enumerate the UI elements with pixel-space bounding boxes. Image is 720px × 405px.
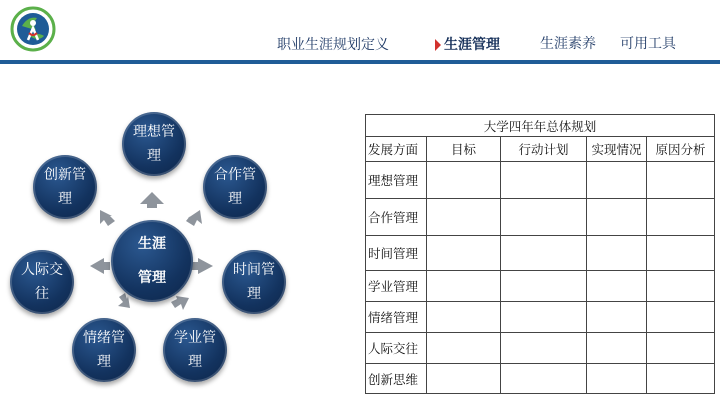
table-row — [366, 333, 715, 364]
table-cell[interactable] — [501, 162, 587, 199]
header-cell: 行动计划 — [501, 137, 587, 162]
table-title: 大学四年年总体规划 — [366, 115, 715, 137]
table-cell[interactable] — [647, 162, 715, 199]
nav-item-career-management-label: 生涯管理 — [444, 37, 500, 53]
table-cell[interactable] — [587, 236, 647, 271]
table-cell[interactable] — [501, 236, 587, 271]
table-row — [366, 364, 715, 394]
header-cell: 发展方面 — [366, 137, 427, 162]
node-cooperation-management[interactable] — [203, 155, 267, 219]
nav-item-career-management[interactable] — [444, 36, 500, 54]
table-cell[interactable] — [501, 199, 587, 236]
nav-item-tools[interactable]: 可用工具 — [620, 36, 676, 52]
top-nav — [0, 36, 720, 58]
table-cell[interactable] — [501, 302, 587, 333]
row-label: 时间管理 — [366, 236, 427, 271]
table-row — [366, 271, 715, 302]
table-cell[interactable] — [587, 199, 647, 236]
row-label: 情绪管理 — [366, 302, 427, 333]
arrow-to-time-icon — [192, 258, 213, 274]
node-label: 合作管理 — [214, 167, 256, 207]
table-cell[interactable] — [647, 236, 715, 271]
header-cell: 实现情况 — [587, 137, 647, 162]
table-cell[interactable] — [647, 199, 715, 236]
table-cell[interactable] — [427, 271, 501, 302]
node-label: 创新管理 — [44, 167, 86, 207]
table-row — [366, 302, 715, 333]
center-label-line2: 管理 — [138, 270, 166, 286]
table-cell[interactable] — [647, 333, 715, 364]
table-cell[interactable] — [501, 333, 587, 364]
career-management-diagram — [0, 100, 320, 400]
table-row — [366, 162, 715, 199]
row-label: 理想管理 — [366, 162, 427, 199]
table-cell[interactable] — [587, 302, 647, 333]
node-label: 情绪管理 — [83, 330, 125, 370]
active-marker-icon — [435, 39, 441, 51]
table-cell[interactable] — [427, 364, 501, 394]
node-label: 人际交往 — [21, 262, 63, 302]
row-label: 人际交往 — [366, 333, 427, 364]
table-cell[interactable] — [427, 162, 501, 199]
header-divider — [0, 60, 720, 64]
node-study-management[interactable] — [163, 318, 227, 382]
table-cell[interactable] — [587, 271, 647, 302]
table-row — [366, 236, 715, 271]
table-cell[interactable] — [501, 271, 587, 302]
node-time-management[interactable] — [222, 250, 286, 314]
arrow-to-innovation-icon — [100, 210, 115, 226]
row-label: 创新思维 — [366, 364, 427, 394]
table-cell[interactable] — [587, 333, 647, 364]
arrow-to-cooperation-icon — [186, 210, 202, 226]
node-label: 理想管理 — [133, 124, 175, 164]
node-label: 时间管理 — [233, 262, 275, 302]
arrow-to-emotion-icon — [118, 293, 130, 308]
table-cell[interactable] — [427, 236, 501, 271]
table-cell[interactable] — [427, 333, 501, 364]
center-label-line1: 生涯 — [138, 236, 166, 252]
nav-item-definition[interactable]: 职业生涯规划定义 — [277, 37, 389, 53]
arrow-to-interpersonal-icon — [90, 258, 110, 274]
node-label: 学业管理 — [174, 330, 216, 370]
four-year-plan-table — [365, 114, 715, 394]
arrow-to-ideal-icon — [140, 192, 164, 208]
node-interpersonal[interactable] — [10, 250, 74, 314]
table-row — [366, 199, 715, 236]
node-emotion-management[interactable] — [72, 318, 136, 382]
table-cell[interactable] — [587, 364, 647, 394]
node-career-management-center[interactable] — [111, 220, 193, 302]
table-cell[interactable] — [647, 364, 715, 394]
row-label: 合作管理 — [366, 199, 427, 236]
row-label: 学业管理 — [366, 271, 427, 302]
table-cell[interactable] — [647, 271, 715, 302]
node-innovation-management[interactable] — [33, 155, 97, 219]
table-cell[interactable] — [587, 162, 647, 199]
arrow-to-study-icon — [171, 296, 189, 310]
node-ideal-management[interactable] — [122, 112, 186, 176]
nav-item-career-literacy[interactable]: 生涯素养 — [540, 36, 596, 52]
table-cell[interactable] — [647, 302, 715, 333]
header-cell: 目标 — [427, 137, 501, 162]
table-cell[interactable] — [427, 302, 501, 333]
table-cell[interactable] — [501, 364, 587, 394]
table-header-row — [366, 137, 715, 162]
table-cell[interactable] — [427, 199, 501, 236]
header-cell: 原因分析 — [647, 137, 715, 162]
